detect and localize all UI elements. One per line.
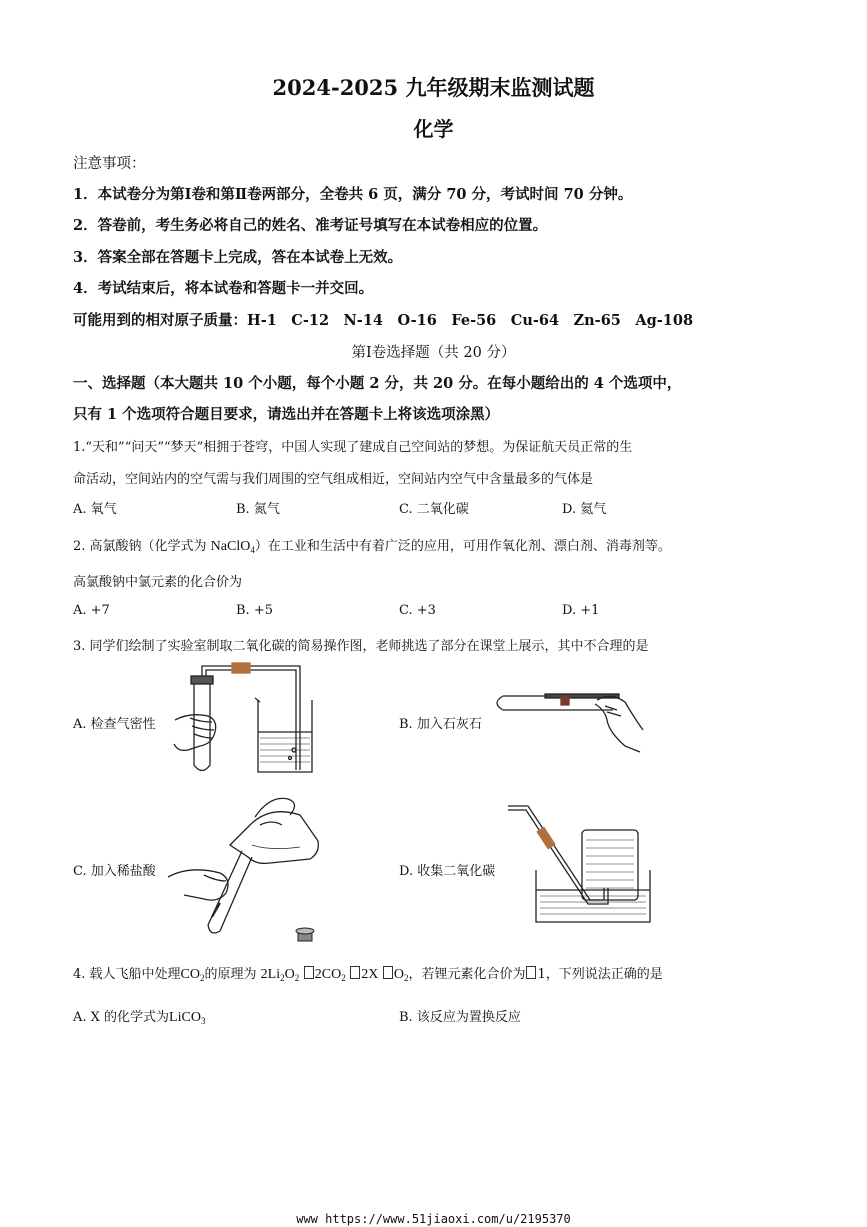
- q4-co2-main: CO: [180, 967, 200, 982]
- notice-item-1: 1．本试卷分为第Ⅰ卷和第Ⅱ卷两部分，全卷共 6 页，满分 70 分，考试时间 70 分钟。: [73, 186, 633, 203]
- q3-option-c: C. 加入稀盐酸: [73, 864, 156, 879]
- q4-eq-c: 2X: [361, 967, 379, 982]
- q1-option-d: D. 氦气: [562, 502, 607, 517]
- q2-line2: 高氯酸钠中氯元素的化合价为: [73, 575, 243, 590]
- q4-option-a-formula-main: LiCO: [169, 1010, 201, 1025]
- figure-add-limestone: [485, 680, 655, 760]
- notice-item-3: 3．答案全部在答题卡上完成，答在本试卷上无效。: [73, 249, 403, 266]
- notice-heading: 注意事项：: [73, 156, 146, 172]
- q4-text-3: ，若锂元素化合价为: [408, 967, 526, 982]
- q1-option-b: B. 氮气: [236, 502, 280, 517]
- q4-eq-b: 2CO: [314, 967, 342, 982]
- q1-line2: 命活动，空间站内的空气需与我们周围的空气组成相近，空间站内空气中含量最多的气体是: [73, 472, 594, 487]
- q4-eq-a-sub2: 2: [294, 973, 300, 983]
- q4-text-1: 4. 载人飞船中处理: [73, 967, 181, 982]
- q2-formula-sub: 4: [250, 545, 255, 555]
- q2-option-d: D. +1: [562, 603, 600, 618]
- q4-stem: [73, 963, 663, 983]
- q2-line1: [73, 535, 671, 555]
- q2-option-b: B. +5: [236, 603, 273, 618]
- q4-eq-a-sub1: 2: [280, 973, 285, 983]
- q4-eq-a: 2Li: [260, 967, 281, 982]
- q1-line1: 1.“天和”“问天”“梦天”相拥于苍穹，中国人实现了建成自己空间站的梦想。为保证航天员正常的生: [73, 440, 633, 455]
- missing-glyph-box: [304, 966, 314, 979]
- q4-text-2: 的原理为: [204, 967, 257, 982]
- notice-item-4: 4．考试结束后，将本试卷和答题卡一并交回。: [73, 280, 374, 297]
- figure-add-hydrochloric-acid: [160, 785, 330, 945]
- notice-item-2: 2．答卷前，考生务必将自己的姓名、准考证号填写在本试卷相应的位置。: [73, 217, 548, 234]
- atomic-masses: 可能用到的相对原子质量：H-1 C-12 N-14 O-16 Fe-56 Cu-64 Zn-65 Ag-108: [73, 312, 694, 329]
- q4-option-a-formula: [169, 1010, 205, 1025]
- q4-eq-b-sub: 2: [341, 973, 346, 983]
- q1-option-c: C. 二氧化碳: [399, 502, 469, 517]
- q4-option-a: [73, 1006, 205, 1026]
- subject-title: 化学: [413, 117, 454, 141]
- q4-eq-d: O: [393, 967, 404, 982]
- q2-text-after: ）在工业和生活中有着广泛的应用，可用作氧化剂、漂白剂、消毒剂等。: [254, 539, 671, 554]
- exam-title: 2024-2025 九年级期末监测试题: [272, 75, 595, 100]
- q4-option-a-formula-sub: 3: [200, 1016, 206, 1026]
- footer-url[interactable]: www https://www.51jiaoxi.com/u/2195370: [296, 1212, 571, 1226]
- part1-heading: 第Ⅰ卷选择题（共 20 分）: [351, 345, 516, 361]
- missing-glyph-box: [350, 966, 360, 979]
- q3-stem: 3. 同学们绘制了实验室制取二氧化碳的简易操作图，老师挑选了部分在课堂上展示，其中不合理的是: [73, 639, 649, 654]
- q4-eq-d-sub: 2: [403, 973, 409, 983]
- q2-formula: [211, 539, 255, 554]
- q2-text-before: 2. 高氯酸钠（化学式为: [73, 539, 211, 554]
- part1-instruction-line2: 只有 1 个选项符合题目要求，请选出并在答题卡上将该选项涂黑）: [73, 406, 500, 423]
- q4-option-b: B. 该反应为置换反应: [399, 1010, 521, 1025]
- q4-equation: [261, 967, 409, 982]
- q1-option-a: A. 氧气: [73, 502, 117, 517]
- q2-option-c: C. +3: [399, 603, 436, 618]
- q2-formula-main: NaClO: [210, 539, 251, 554]
- q4-co2-sub: 2: [200, 973, 205, 983]
- q4-option-a-prefix: A. X 的化学式为: [73, 1010, 170, 1025]
- q2-option-a: A. +7: [73, 603, 110, 618]
- q3-option-d: D. 收集二氧化碳: [399, 864, 496, 879]
- q4-eq-a2: O: [284, 967, 295, 982]
- q3-option-a: A. 检查气密性: [73, 717, 156, 732]
- missing-glyph-box: [383, 966, 393, 979]
- q4-co2: [181, 967, 205, 982]
- figure-air-tightness-check: [160, 660, 320, 780]
- figure-collect-co2: [500, 800, 660, 930]
- q4-text-4: 1，下列说法正确的是: [537, 967, 663, 982]
- part1-instruction-line1: 一、选择题（本大题共 10 个小题，每个小题 2 分，共 20 分。在每小题给出的 4 个选项中，: [73, 375, 682, 392]
- missing-glyph-box: [526, 966, 536, 979]
- q3-option-b: B. 加入石灰石: [399, 717, 482, 732]
